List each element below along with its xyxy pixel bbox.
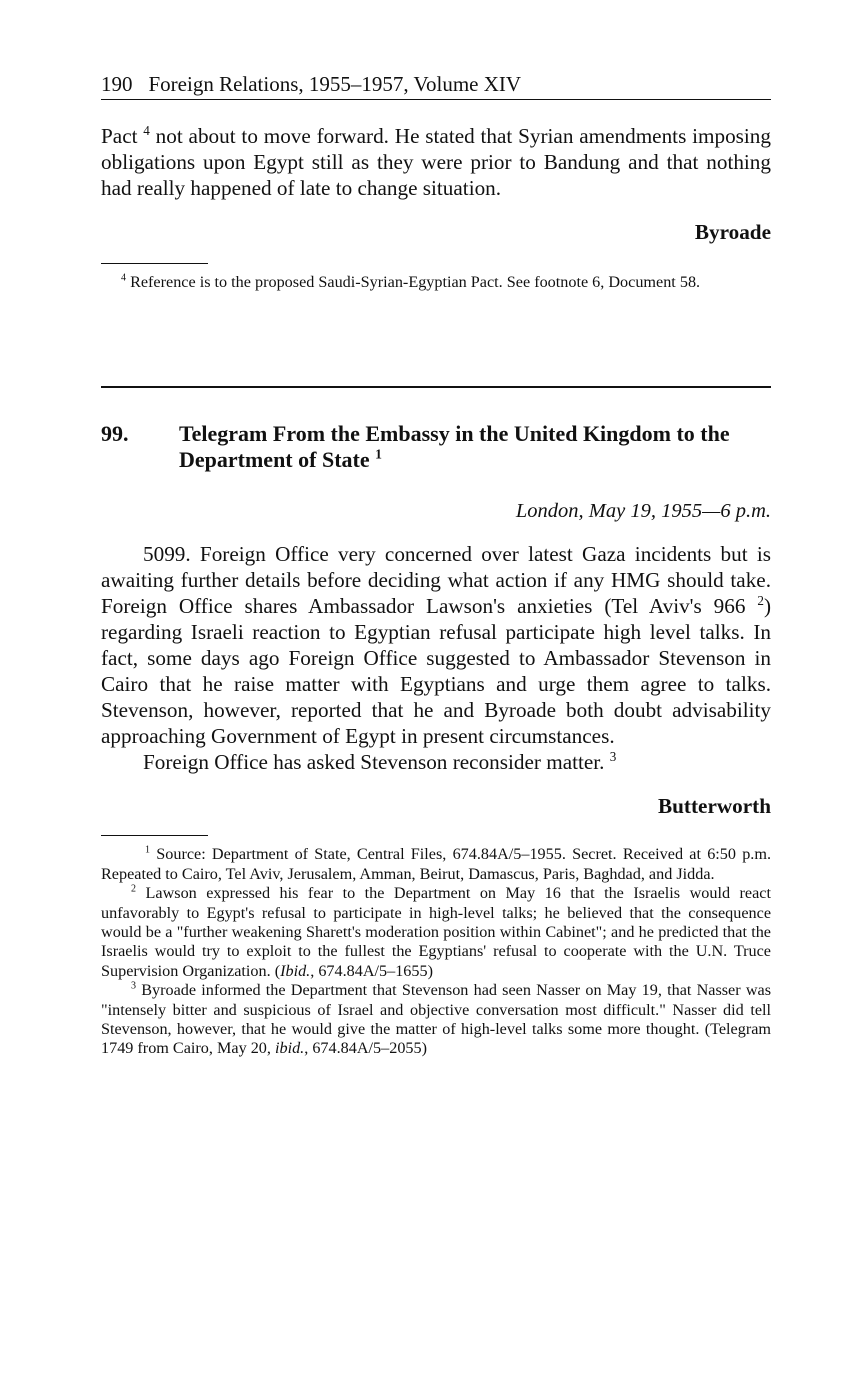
volume-title: Foreign Relations, 1955–1957, Volume XIV bbox=[148, 72, 522, 96]
document-title bbox=[179, 421, 771, 473]
telegram-paragraph-1 bbox=[101, 541, 771, 749]
footnote-reference[interactable]: 2 bbox=[757, 593, 764, 609]
footnote-mark: 3 bbox=[131, 980, 137, 992]
document-page bbox=[101, 70, 771, 1059]
footnote-divider bbox=[101, 263, 208, 264]
footnote-mark: 1 bbox=[145, 845, 151, 857]
footnote-reference[interactable]: 3 bbox=[609, 749, 617, 765]
document-title-text: Telegram From the Embassy in the United Kingdom to the Department of State bbox=[179, 421, 730, 473]
footnote-italic: ibid. bbox=[275, 1039, 305, 1058]
section-divider bbox=[101, 386, 771, 388]
footnote-1 bbox=[101, 845, 771, 884]
footnote-text: Lawson expressed his fear to the Department on May 16 that the Israelis would react unfavorably to Egypt's refusal to participate in high-level talks; he believed that the consequence would be a "further weakening Sharett's moderation position within Cabinet"; and he predicted that the Israelis would try to exploit to the fullest the Egyptians' refusal to cooperate with the U.N. Truce Supervision Organization. ( bbox=[101, 884, 771, 980]
footnote-text: Source: Department of State, Central Files, 674.84A/5–1955. Secret. Received at 6:50 p.m. Repeated to Cairo, Tel Aviv, Jerusalem, Amman, Beirut, Damascus, Paris, Baghdad, and Jidda. bbox=[101, 845, 771, 883]
footnote-3 bbox=[101, 981, 771, 1059]
paragraph-text: Foreign Office has asked Stevenson reconsider matter. bbox=[143, 750, 605, 775]
continuation-paragraph bbox=[101, 123, 771, 201]
dateline: London, May 19, 1955—6 p.m. bbox=[515, 500, 771, 523]
footnote-4 bbox=[101, 273, 771, 292]
footnote-tail: , 674.84A/5–1655) bbox=[310, 961, 433, 980]
footnote-text: Byroade informed the Department that Stevenson had seen Nasser on May 19, that Nasser was "intensely bitter and suspicious of Israel and objective conversation most difficult." Nasser did tell Stevenson, however, that he would give the matter of high-level talks some more thought. (Telegram 1749 from Cairo, May 20, bbox=[101, 981, 771, 1058]
paragraph-text-rest: ) regarding Israeli reaction to Egyptian refusal participate high level talks. In fact, some days ago Foreign Office suggested to Ambassador Stevenson in Cairo that he raise matter with Egyptians and urge them agree to talks. Stevenson, however, reported that he and Byroade both doubt advisability approaching Government of Egypt in present circumstances. bbox=[101, 594, 772, 749]
footnote-reference[interactable]: 4 bbox=[143, 122, 150, 138]
signature-byroade: Byroade bbox=[694, 220, 771, 244]
continuation-text-rest: not about to move forward. He stated that Syrian amendments imposing obligations upon Egypt still as they were prior to Bandung and that nothing had really happened of late to change situation. bbox=[101, 124, 771, 200]
signature-butterworth: Butterworth bbox=[658, 794, 771, 819]
document-number: 99. bbox=[101, 421, 129, 447]
running-head bbox=[101, 70, 771, 100]
footnote-tail: , 674.84A/5–2055) bbox=[304, 1039, 427, 1058]
footnote-italic: Ibid. bbox=[280, 961, 311, 980]
document-heading bbox=[101, 421, 771, 473]
footnote-reference[interactable]: 1 bbox=[375, 447, 382, 463]
paragraph-text-start: 5099. Foreign Office very concerned over latest Gaza incidents but is awaiting further details before deciding what action if any HMG should take. Foreign Office shares Ambassador Lawson's anxieties (Tel Aviv's 966 bbox=[101, 542, 771, 619]
footnote-mark: 2 bbox=[131, 883, 137, 895]
footnote-divider bbox=[101, 835, 208, 836]
continuation-text-start: Pact bbox=[101, 124, 138, 148]
footnote-2 bbox=[101, 884, 771, 981]
footnote-text: Reference is to the proposed Saudi-Syrian-Egyptian Pact. See footnote 6, Document 58. bbox=[126, 273, 701, 291]
telegram-paragraph-2 bbox=[101, 749, 771, 775]
page-number: 190 bbox=[101, 72, 133, 96]
footnote-mark: 4 bbox=[121, 272, 127, 284]
